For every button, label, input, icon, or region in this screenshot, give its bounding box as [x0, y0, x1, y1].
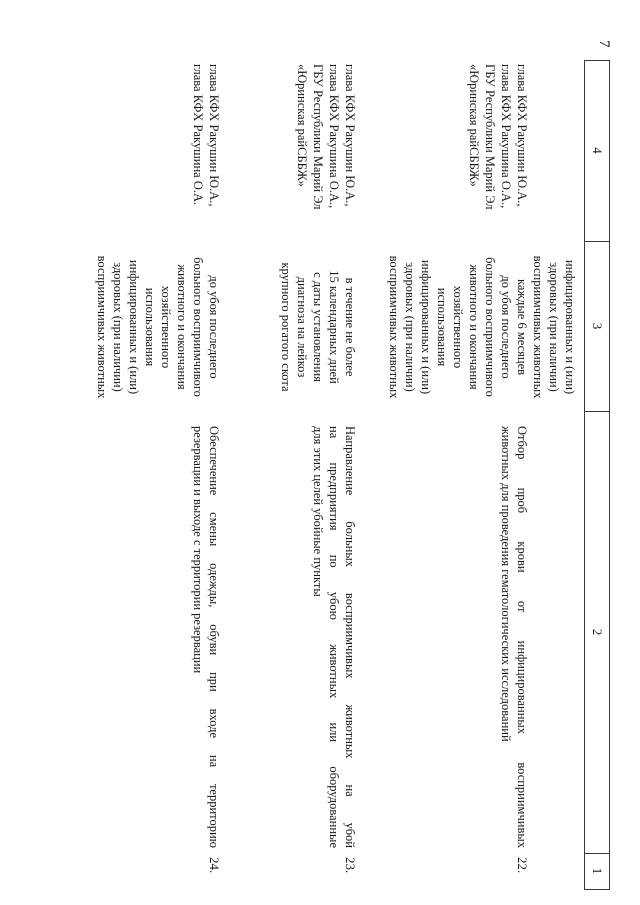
timing-line: 15 календарных дней	[327, 270, 341, 384]
measure-line: животных для проведения гематологических исследований	[499, 426, 513, 742]
carryover-line: инфицированных и (или)	[563, 259, 577, 395]
row-number: 23.	[343, 857, 358, 874]
page-number: 7	[596, 40, 612, 48]
responsible-line: ГБУ Республики Марий Эл	[483, 64, 497, 210]
timing-line: животного и окончания	[467, 264, 481, 390]
timing-line: хозяйственного	[451, 285, 465, 369]
timing-line: крупного рогатого скота	[279, 262, 293, 392]
responsible-line: глава КФХ Ракушина О.А.,	[327, 64, 341, 209]
responsible-line: глава КФХ Ракушин Ю.А.,	[515, 64, 529, 207]
timing-text	[386, 252, 530, 402]
measure-line: Направление больных восприимчивых животных на убой	[343, 426, 357, 848]
table-right-border	[585, 889, 610, 890]
carryover-line: восприимчивых животных	[531, 255, 545, 399]
timing-line: до убоя последнего	[207, 275, 221, 379]
timing-line: больного восприимчивого	[483, 257, 497, 397]
timing-line: с даты установления	[311, 272, 325, 382]
timing-text	[94, 252, 222, 402]
timing-line: животного и окончания	[175, 264, 189, 390]
timing-line: использования	[143, 287, 157, 367]
measure-text	[190, 426, 222, 848]
timing-line: больного восприимчивого	[191, 257, 205, 397]
timing-line: восприимчивых животных	[95, 255, 109, 399]
measure-line: Обеспечение смены одежды, обуви при входе на территорию	[207, 426, 221, 848]
timing-line: диагноза на лейкоз	[295, 276, 309, 378]
timing-line: каждые 6 месяцев	[515, 278, 529, 376]
responsible-line: ГБУ Республики Марий Эл	[311, 64, 325, 210]
responsible-line: глава КФХ Ракушина О.А.,	[499, 64, 513, 209]
row-number: 24.	[207, 857, 222, 874]
measure-line: для этих целей убойные пункты	[311, 426, 325, 597]
carryover-timing	[530, 252, 578, 402]
timing-line: здоровых (при наличии)	[111, 262, 125, 392]
responsible-text	[190, 64, 222, 239]
responsible-line: «Юринская райСББЖ»	[295, 64, 309, 187]
measure-line: Отбор проб крови от инфицированных восприимчивых	[515, 426, 529, 848]
timing-text	[278, 252, 358, 402]
timing-line: использования	[435, 287, 449, 367]
header-col1: 1	[590, 867, 605, 875]
timing-line: инфицированных и (или)	[419, 259, 433, 395]
responsible-text	[294, 64, 358, 239]
measure-text	[310, 426, 358, 848]
responsible-line: «Юринская райСББЖ»	[467, 64, 481, 187]
measure-line: резервации и выходе с территории резервации	[191, 426, 205, 674]
timing-line: инфицированных и (или)	[127, 259, 141, 395]
header-col4: 4	[590, 147, 605, 154]
measure-line: на предприятия по убою животных или оборудованные	[327, 426, 341, 848]
carryover-line: здоровых (при наличии)	[547, 262, 561, 392]
responsible-line: глава КФХ Ракушин Ю.А.,	[207, 64, 221, 207]
timing-line: в течение не более	[343, 277, 357, 377]
header-col3: 3	[590, 322, 605, 330]
responsible-line: глава КФХ Ракушин Ю.А.,	[343, 64, 357, 207]
row-number: 22.	[515, 857, 530, 874]
timing-line: хозяйственного	[159, 285, 173, 369]
timing-line: восприимчивых животных	[387, 255, 401, 399]
timing-line: до убоя последнего	[499, 275, 513, 379]
header-col2: 2	[590, 628, 605, 636]
timing-line: здоровых (при наличии)	[403, 262, 417, 392]
measure-text	[498, 426, 530, 848]
responsible-line: глава КФХ Ракушина О.А.	[191, 64, 205, 206]
table-header-border	[584, 60, 585, 890]
responsible-text	[466, 64, 530, 239]
table-top-border	[609, 60, 610, 890]
